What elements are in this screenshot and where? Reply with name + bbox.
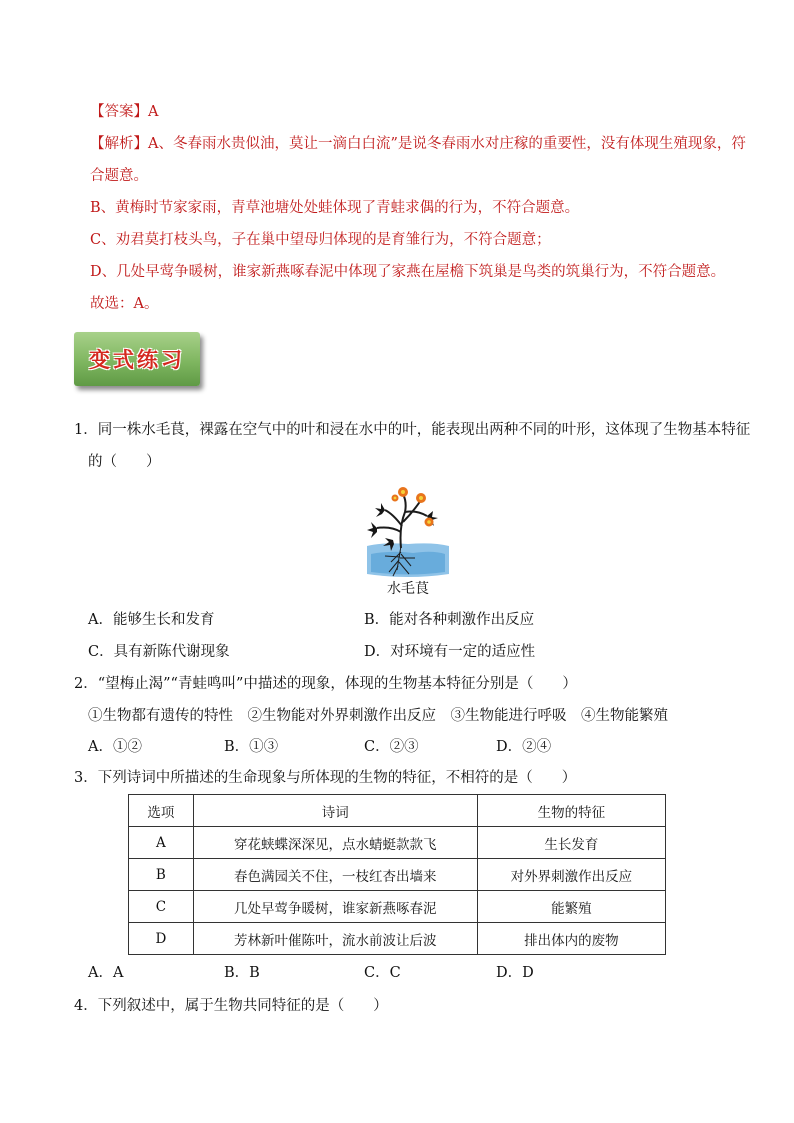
plant-figure xyxy=(363,482,453,582)
section-banner-text: 变式练习 xyxy=(89,347,185,372)
table-row xyxy=(129,827,666,859)
q3-option-c: C．C xyxy=(364,965,401,981)
q2-option-c: C．②③ xyxy=(364,739,419,755)
q2-statements: ①生物都有遗传的特性 ②生物能对外界刺激作出反应 ③生物能进行呼吸 ④生物能繁殖 xyxy=(88,708,668,724)
table-row xyxy=(129,891,666,923)
answer-line xyxy=(90,102,158,122)
table-header-poem: 诗词 xyxy=(193,795,477,827)
analysis-line-4: C、劝君莫打枝头鸟，子在巢中望母归体现的是育雏行为，不符合题意； xyxy=(90,232,551,248)
q3-option-b: B．B xyxy=(224,965,260,981)
table-row xyxy=(129,923,666,955)
q1-stem-line-1: 1．同一株水毛茛，裸露在空气中的叶和浸在水中的叶，能表现出两种不同的叶形，这体现了生物基本特征 xyxy=(74,422,751,438)
table-cell: A xyxy=(129,827,194,859)
table-header-option: 选项 xyxy=(129,795,194,827)
table-cell: B xyxy=(129,859,194,891)
section-banner xyxy=(74,332,200,386)
analysis-line-1 xyxy=(90,134,746,154)
table-cell: 生长发育 xyxy=(477,827,665,859)
table-cell: 芳林新叶催陈叶，流水前波让后波 xyxy=(193,923,477,955)
table-cell: 穿花蛱蝶深深见，点水蜻蜓款款飞 xyxy=(193,827,477,859)
analysis-text-1: A、冬春雨水贵似油，莫让一滴白白流”是说冬春雨水对庄稼的重要性，没有体现生殖现象，符 xyxy=(148,136,746,152)
analysis-line-5: D、几处早莺争暖树，谁家新燕啄春泥中体现了家燕在屋檐下筑巢是鸟类的筑巢行为，不符合题意。 xyxy=(90,264,726,280)
analysis-line-2: 合题意。 xyxy=(90,168,148,184)
table-cell: 对外界刺激作出反应 xyxy=(477,859,665,891)
analysis-label: 【解析】 xyxy=(90,136,148,152)
q1-option-c: C．具有新陈代谢现象 xyxy=(88,644,230,660)
table-cell: C xyxy=(129,891,194,923)
q2-stem: 2．“望梅止渴”“青蛙鸣叫”中描述的现象，体现的生物基本特征分别是（ ） xyxy=(74,676,577,692)
q1-stem-line-2: 的（ ） xyxy=(88,454,161,470)
q2-option-a: A．①② xyxy=(88,739,142,755)
q4-stem: 4．下列叙述中，属于生物共同特征的是（ ） xyxy=(74,998,388,1014)
analysis-line-3: B、黄梅时节家家雨，青草池塘处处蛙体现了青蛙求偶的行为，不符合题意。 xyxy=(90,200,580,216)
figure-caption: 水毛茛 xyxy=(387,581,429,597)
table-cell: 排出体内的废物 xyxy=(477,923,665,955)
q2-option-d: D．②④ xyxy=(496,739,552,755)
table-cell: 春色满园关不住，一枝红杏出墙来 xyxy=(193,859,477,891)
q2-option-b: B．①③ xyxy=(224,739,279,755)
table-cell: 几处早莺争暖树，谁家新燕啄春泥 xyxy=(193,891,477,923)
q1-option-d: D．对环境有一定的适应性 xyxy=(364,644,536,660)
q1-option-a: A．能够生长和发育 xyxy=(88,612,215,628)
q1-option-b: B．能对各种刺激作出反应 xyxy=(364,612,535,628)
table-header-row xyxy=(129,795,666,827)
table-cell: D xyxy=(129,923,194,955)
table-cell: 能繁殖 xyxy=(477,891,665,923)
q3-table xyxy=(128,794,666,955)
answer-value: A xyxy=(148,104,159,120)
q3-option-d: D．D xyxy=(496,965,534,981)
analysis-line-6: 故选：A。 xyxy=(90,296,159,312)
answer-label: 【答案】 xyxy=(90,104,148,120)
table-row xyxy=(129,859,666,891)
water-buttercup-image xyxy=(363,482,453,582)
q3-option-a: A．A xyxy=(88,965,124,981)
q3-stem: 3．下列诗词中所描述的生命现象与所体现的生物的特征，不相符的是（ ） xyxy=(74,770,577,786)
table-header-feature: 生物的特征 xyxy=(477,795,665,827)
